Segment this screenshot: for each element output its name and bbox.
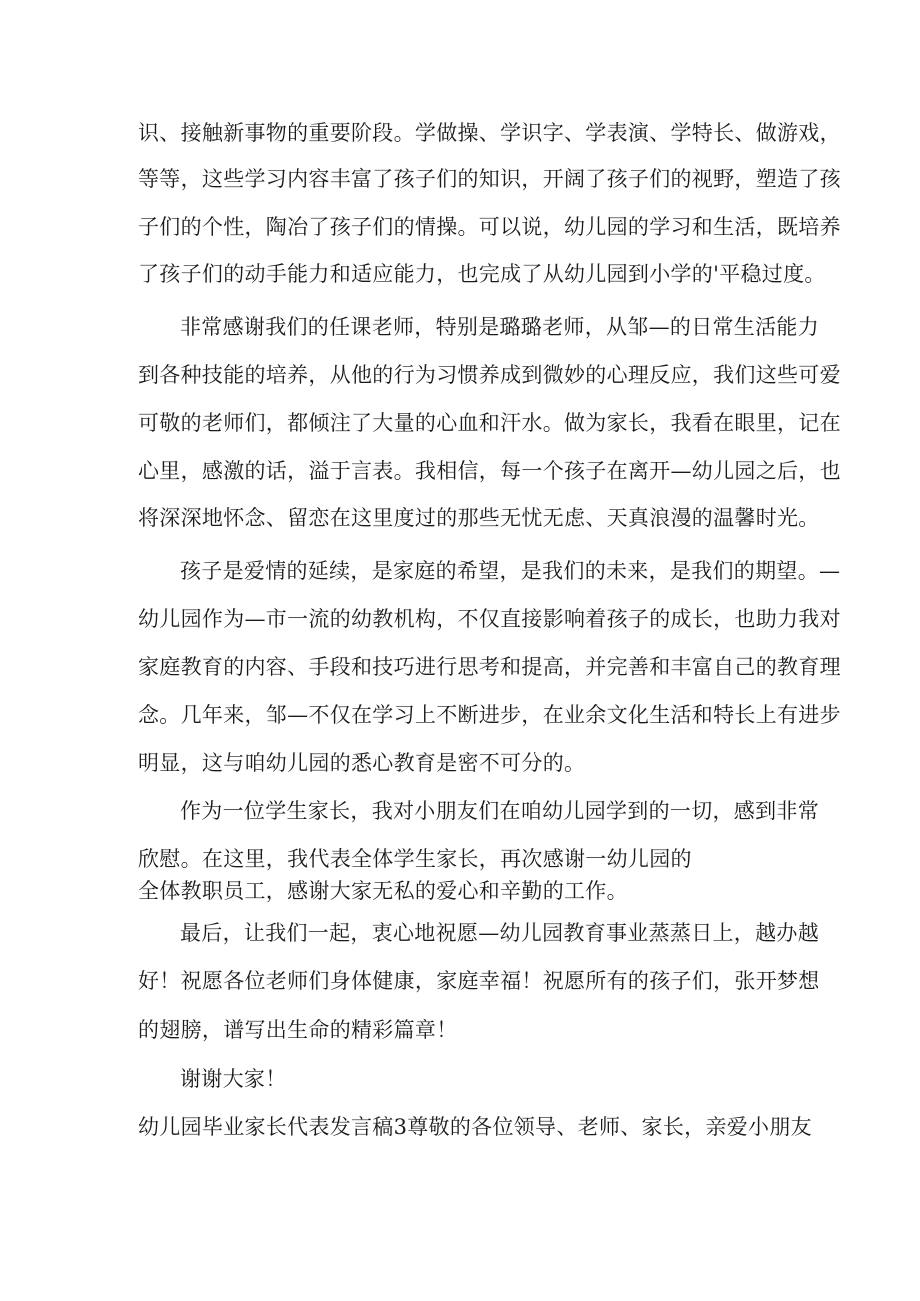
text-line-4: 了孩子们的动手能力和适应能力，也完成了从幼儿园到小学的'平稳过度。 xyxy=(138,262,826,286)
text-line-20: 的翅膀，谱写出生命的精彩篇章！ xyxy=(138,1018,458,1042)
text-line-21: 谢谢大家！ xyxy=(180,1067,287,1091)
text-line-6: 到各种技能的培养，从他的行为习惯养成到微妙的心理反应，我们这些可爱 xyxy=(138,363,841,387)
text-line-15: 作为一位学生家长，我对小朋友们在咱幼儿园学到的一切，感到非常 xyxy=(180,799,819,823)
text-line-18: 最后，让我们一起，衷心地祝愿—幼儿园教育事业蒸蒸日上，越办越 xyxy=(180,921,819,945)
text-line-12: 家庭教育的内容、手段和技巧进行思考和提高，并完善和丰富自己的教育理 xyxy=(138,655,841,679)
text-line-19: 好！祝愿各位老师们身体健康，家庭幸福！祝愿所有的孩子们，张开梦想 xyxy=(138,969,820,993)
text-line-11: 幼儿园作为—市一流的幼教机构，不仅直接影响着孩子的成长，也助力我对 xyxy=(138,607,841,631)
text-line-10: 孩子是爱情的延续，是家庭的希望，是我们的未来，是我们的期望。— xyxy=(180,559,841,583)
text-line-17: 全体教职员工，感谢大家无私的爱心和辛勤的工作。 xyxy=(138,879,628,903)
text-line-16: 欣慰。在这里，我代表全体学生家长，再次感谢一幼儿园的 xyxy=(138,847,692,871)
text-line-14: 明显，这与咱幼儿园的悉心教育是密不可分的。 xyxy=(138,751,586,775)
text-line-22: 幼儿园毕业家长代表发言稿3尊敬的各位领导、老师、家长，亲爱小朋友 xyxy=(138,1115,812,1139)
text-line-5: 非常感谢我们的任课老师，特别是璐璐老师，从邹—的日常生活能力 xyxy=(180,315,819,339)
text-line-2: 等等，这些学习内容丰富了孩子们的知识，开阔了孩子们的视野，塑造了孩 xyxy=(138,167,841,191)
text-line-13: 念。几年来，邹—不仅在学习上不断进步，在业余文化生活和特长上有进步 xyxy=(138,703,841,727)
text-line-7: 可敬的老师们，都倾注了大量的心血和汗水。做为家长，我看在眼里，记在 xyxy=(138,411,841,435)
text-line-8: 心里，感激的话，溢于言表。我相信，每一个孩子在离开—幼儿园之后，也 xyxy=(138,459,841,483)
text-line-1: 识、接触新事物的重要阶段。学做操、学识字、学表演、学特长、做游戏， xyxy=(138,121,841,145)
text-line-3: 子们的个性，陶冶了孩子们的情操。可以说，幼儿园的学习和生活，既培养 xyxy=(138,215,841,239)
text-line-9: 将深深地怀念、留恋在这里度过的那些无忧无虑、天真浪漫的温馨时光。 xyxy=(138,506,820,530)
